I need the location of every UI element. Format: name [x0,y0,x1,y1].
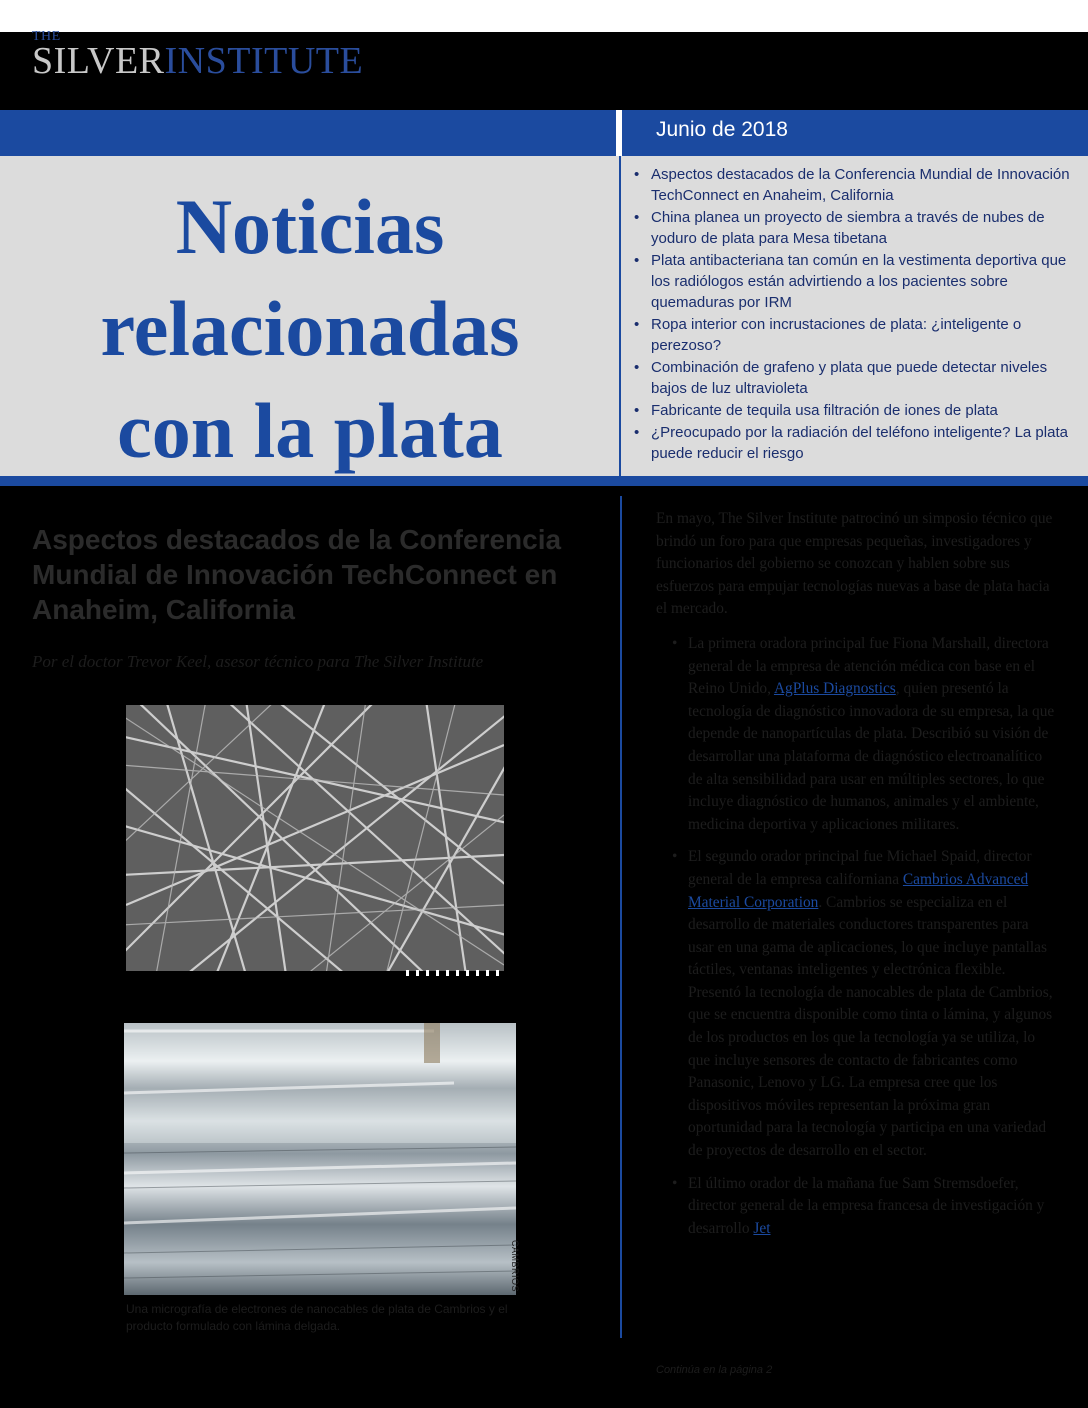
bullet-icon: • [634,166,640,183]
issue-date: Junio de 2018 [656,118,788,141]
toc-item[interactable] [634,357,1074,399]
title-line-1: Noticias [175,183,445,270]
toc-item-label: ¿Preocupado por la radiación del teléfono inteligente? La plata puede reducir el riesgo [651,424,1068,462]
list-item [656,846,1056,1162]
list-item [656,1173,1056,1241]
bullet-text-after: , quien presentó la tecnología de diagnóstico innovadora de su empresa, la que depende de nanopartículas de plata. Describió su visión de desarrollar una plataforma de diagnóstico electroanalítico de alta sensibilidad para usar en múltiples sectores, lo que incluye diagnóstico de humanos, animales y el ambiente, medicina deportiva y aplicaciones militares. [688,680,1055,833]
article-title: Aspectos destacados de la Conferencia Mundial de Innovación TechConnect en Anaheim, California [32,524,562,625]
scale-bar [406,970,502,976]
continue-note: Continúa en la página 2 [656,1364,773,1376]
toc-item[interactable] [634,164,1074,206]
nanowire-micrograph-svg [126,705,504,971]
bullet-text-after: . Cambrios se especializa en el desarrollo de materiales conductores transparentes para usar en una gama de aplicaciones, lo que incluye pantallas táctiles, ventanas inteligentes y electrónica flexible. Presentó la tecnología de nanocables de plata de Cambrios, que se encuentra disponible como tinta o lámina, y algunos de los productos en los que la tecnología ya se utiliza, lo que incluye sensores de contacto de fabricantes como Panasonic, Lenovo y LG. La empresa cree que los dispositivos móviles representan la próxima gran oportunidad para la tecnología y participa en una variedad de proyectos de desarrollo en el sector. [688,893,1053,1160]
toc-item[interactable] [634,422,1074,464]
bullet-icon: • [672,848,678,866]
logo-the: THE [32,29,61,44]
intro-paragraph: En mayo, The Silver Institute patrocinó un simposio técnico que brindó un foro para que empresas pequeñas, investigadores y funcionarios del gobierno se conozcan y hablen sobre sus esfuerzos para empujar tecnologías nuevas a base de plata hacia el mercado. [656,510,1053,618]
bullet-icon: • [634,316,640,333]
toc-item[interactable] [634,400,1074,421]
bullet-text-before: El segundo orador principal fue Michael Spaid, director general de la empresa californiana [688,848,1032,888]
logo-silver: SILVER [32,40,165,82]
newsletter-title [20,176,600,482]
header-bottom-rule [0,476,1088,486]
toc-item-label: Fabricante de tequila usa filtración de iones de plata [651,402,998,419]
column-divider [620,496,622,1338]
bullet-text-before: La primera oradora principal fue Fiona Marshall, directora general de la empresa de atención médica con base en el Reino Unido, [688,634,1049,698]
bullet-icon: • [634,252,640,269]
silver-film-roll-image [124,1023,516,1295]
agplus-diagnostics-link[interactable]: AgPlus Diagnostics [773,680,896,698]
silver-institute-logo [32,30,363,80]
article-body [656,508,1056,1250]
bullet-icon: • [634,402,640,419]
bullet-icon: • [672,1174,678,1192]
bullet-icon: • [672,634,678,652]
toc-item[interactable] [634,250,1074,313]
toc-item[interactable] [634,207,1074,249]
list-item [656,633,1056,836]
table-of-contents [634,164,1074,465]
bullet-icon: • [634,209,640,226]
photo-credit: CAMBRIOS [510,1240,520,1293]
bullet-icon: • [634,424,640,441]
band-divider [616,110,622,156]
nanowire-micrograph-image [126,705,504,971]
title-line-2: relacionadas [100,285,520,372]
article-byline: Por el doctor Trevor Keel, asesor técnico para The Silver Institute [32,652,484,671]
toc-item-label: Plata antibacteriana tan común en la vestimenta deportiva que los radiólogos están advirtiendo a los pacientes sobre quemaduras por IRM [651,252,1067,311]
top-margin [0,0,1088,32]
toc-item-label: Aspectos destacados de la Conferencia Mundial de Innovación TechConnect en Anaheim, California [651,166,1070,204]
film-roll-svg [124,1023,516,1295]
toc-item[interactable] [634,314,1074,356]
title-line-3: con la plata [117,387,503,474]
toc-item-label: Ropa interior con incrustaciones de plata: ¿inteligente o perezoso? [651,316,1022,354]
jet-link[interactable]: Jet [753,1219,771,1237]
toc-item-label: China planea un proyecto de siembra a través de nubes de yoduro de plata para Mesa tibetana [651,209,1045,247]
bullet-icon: • [634,359,640,376]
logo-institute: INSTITUTE [164,40,364,82]
cambrios-link[interactable]: Cambrios Advanced Material Corporation [688,870,1029,911]
bullet-text-before: El último orador de la mañana fue Sam Stremsdoefer, director general de la empresa francesa de investigación y desarrollo [688,1174,1045,1237]
date-band [0,110,1088,156]
hero-divider [619,156,621,476]
photo-caption: Una micrografía de electrones de nanocables de plata de Cambrios y el producto formulado con lámina delgada. [126,1302,508,1333]
speaker-list [656,633,1056,1240]
toc-item-label: Combinación de grafeno y plata que puede detectar niveles bajos de luz ultravioleta [651,359,1048,397]
